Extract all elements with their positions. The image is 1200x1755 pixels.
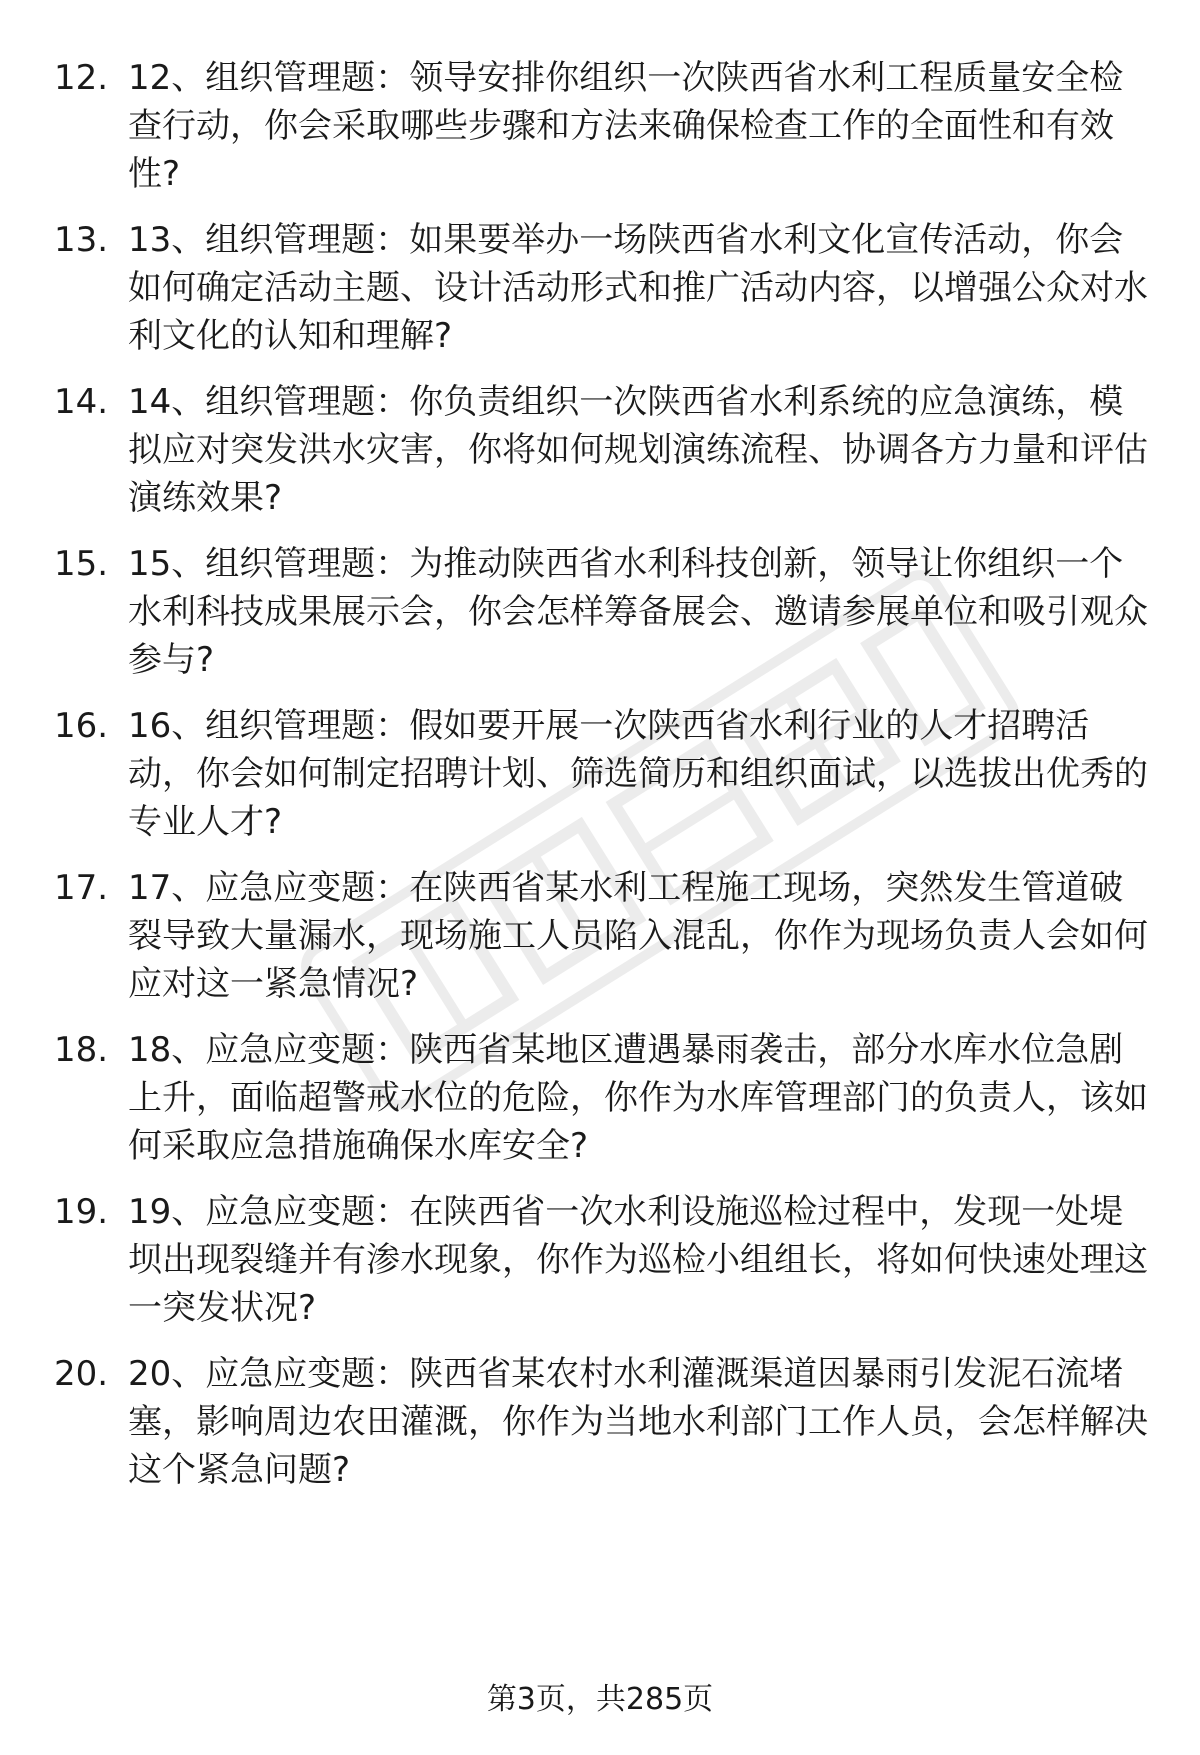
question-item-20	[0, 1350, 1200, 1500]
question-item-17	[0, 864, 1200, 1014]
question-text: 13、组织管理题：如果要举办一场陕西省水利文化宣传活动，你会如何确定活动主题、设计活动形式和推广活动内容，以增强公众对水利文化的认知和理解?	[128, 220, 1148, 356]
question-number: 16.	[54, 706, 109, 746]
question-item-19	[0, 1188, 1200, 1338]
question-item-18	[0, 1026, 1200, 1176]
question-text: 17、应急应变题：在陕西省某水利工程施工现场，突然发生管道破裂导致大量漏水，现场施工人员陷入混乱，你作为现场负责人会如何应对这一紧急情况?	[128, 868, 1148, 1004]
question-item-12	[0, 54, 1200, 204]
question-text: 12、组织管理题：领导安排你组织一次陕西省水利工程质量安全检查行动，你会采取哪些步骤和方法来确保检查工作的全面性和有效性?	[128, 58, 1124, 194]
question-number: 15.	[54, 544, 109, 584]
question-number: 12.	[54, 58, 109, 98]
question-number: 14.	[54, 382, 109, 422]
question-text: 16、组织管理题：假如要开展一次陕西省水利行业的人才招聘活动，你会如何制定招聘计划、筛选简历和组织面试，以选拔出优秀的专业人才?	[128, 706, 1148, 842]
page-indicator: 第3页，共285页	[486, 1682, 714, 1717]
question-item-15	[0, 540, 1200, 690]
question-text: 20、应急应变题：陕西省某农村水利灌溉渠道因暴雨引发泥石流堵塞，影响周边农田灌溉，你作为当地水利部门工作人员，会怎样解决这个紧急问题?	[128, 1354, 1148, 1490]
question-number: 18.	[54, 1030, 109, 1070]
question-item-14	[0, 378, 1200, 528]
question-number: 17.	[54, 868, 109, 908]
question-number: 20.	[54, 1354, 109, 1394]
question-number: 19.	[54, 1192, 109, 1232]
question-item-16	[0, 702, 1200, 852]
question-number: 13.	[54, 220, 109, 260]
question-text: 18、应急应变题：陕西省某地区遭遇暴雨袭击，部分水库水位急剧上升，面临超警戒水位的危险，你作为水库管理部门的负责人，该如何采取应急措施确保水库安全?	[128, 1030, 1148, 1166]
question-item-13	[0, 216, 1200, 366]
question-text: 14、组织管理题：你负责组织一次陕西省水利系统的应急演练，模拟应对突发洪水灾害，你将如何规划演练流程、协调各方力量和评估演练效果?	[128, 382, 1148, 518]
question-text: 15、组织管理题：为推动陕西省水利科技创新，领导让你组织一个水利科技成果展示会，你会怎样筹备展会、邀请参展单位和吸引观众参与?	[128, 544, 1148, 680]
question-text: 19、应急应变题：在陕西省一次水利设施巡检过程中，发现一处堤坝出现裂缝并有渗水现象，你作为巡检小组组长，将如何快速处理这一突发状况?	[128, 1192, 1148, 1328]
